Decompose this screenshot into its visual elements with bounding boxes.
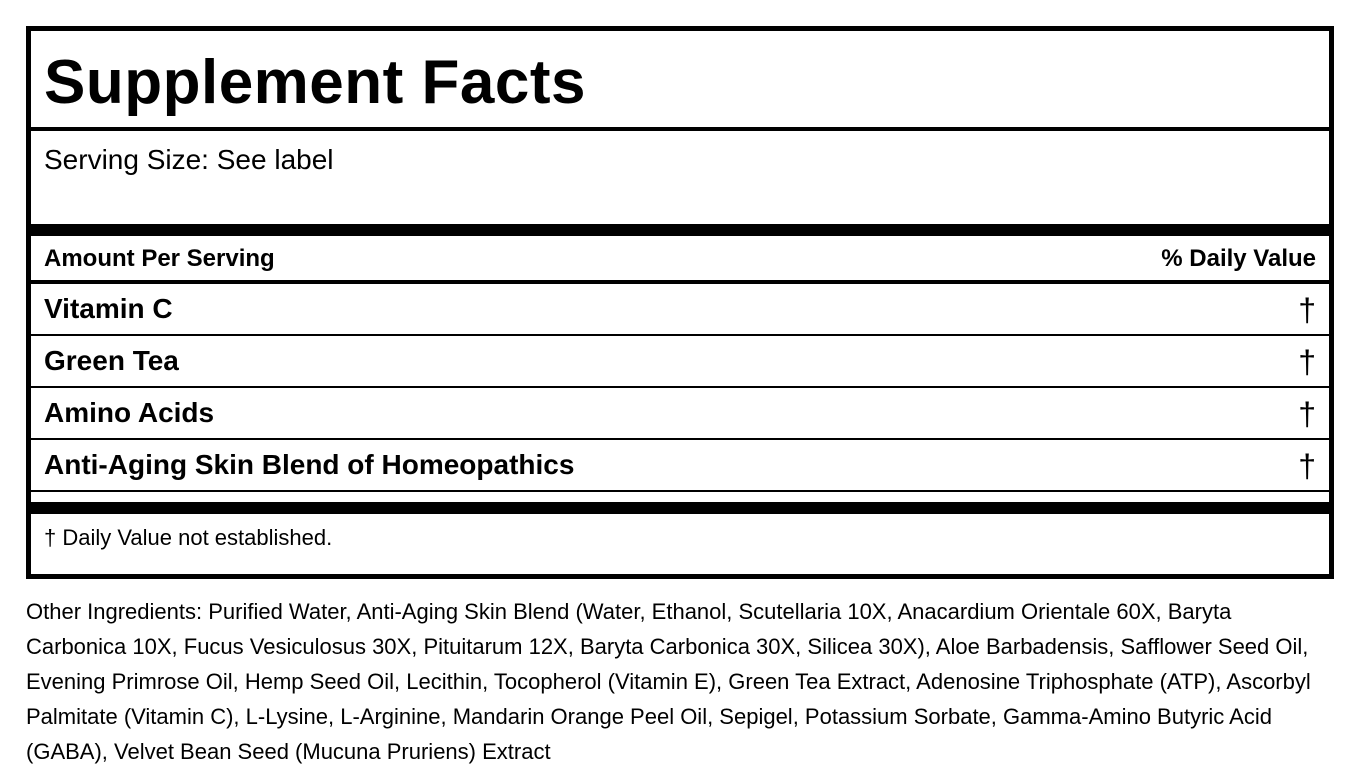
supplement-facts-panel — [26, 26, 1334, 579]
table-header-row — [31, 236, 1329, 284]
nutrient-name: Vitamin C — [44, 293, 173, 324]
nutrient-daily-value: † — [1298, 396, 1316, 432]
daily-value-footnote: † Daily Value not established. — [44, 525, 333, 550]
nutrient-row — [31, 388, 1329, 440]
amount-per-serving-label: Amount Per Serving — [44, 245, 275, 272]
nutrient-daily-value: † — [1298, 292, 1316, 328]
title-row — [31, 31, 1329, 131]
panel-title: Supplement Facts — [44, 48, 586, 117]
nutrient-daily-value: † — [1298, 344, 1316, 380]
nutrient-name: Green Tea — [44, 345, 179, 376]
nutrient-daily-value: † — [1298, 448, 1316, 484]
serving-size-row — [31, 131, 1329, 224]
nutrient-row — [31, 284, 1329, 336]
nutrient-name: Anti-Aging Skin Blend of Homeopathics — [44, 449, 575, 480]
daily-value-label: % Daily Value — [1161, 245, 1316, 272]
thick-divider — [31, 224, 1329, 236]
nutrient-name: Amino Acids — [44, 397, 215, 428]
spacer — [31, 492, 1329, 502]
nutrient-row — [31, 336, 1329, 388]
serving-size: Serving Size: See label — [44, 144, 334, 175]
thick-divider — [31, 502, 1329, 514]
other-ingredients: Other Ingredients: Purified Water, Anti-Aging Skin Blend (Water, Ethanol, Scutellaria 10X, Anacardium Orientale 60X, Baryta Carbonica 10X, Fucus Vesiculosus 30X, Pituitarum 12X, Baryta Carbonica 30X, Silicea 30X), Aloe Barbadensis, Safflower Seed Oil, Evening Primrose Oil, Hemp Seed Oil, Lecithin, Tocopherol (Vitamin E), Green Tea Extract, Adenosine Triphosphate (ATP), Ascorbyl Palmitate (Vitamin C), L-Lysine, L-Arginine, Mandarin Orange Peel Oil, Sepigel, Potassium Sorbate, Gamma-Amino Butyric Acid (GABA), Velvet Bean Seed (Mucuna Pruriens) Extract — [26, 599, 1311, 764]
nutrient-row — [31, 440, 1329, 492]
footnote-row — [31, 514, 1329, 564]
